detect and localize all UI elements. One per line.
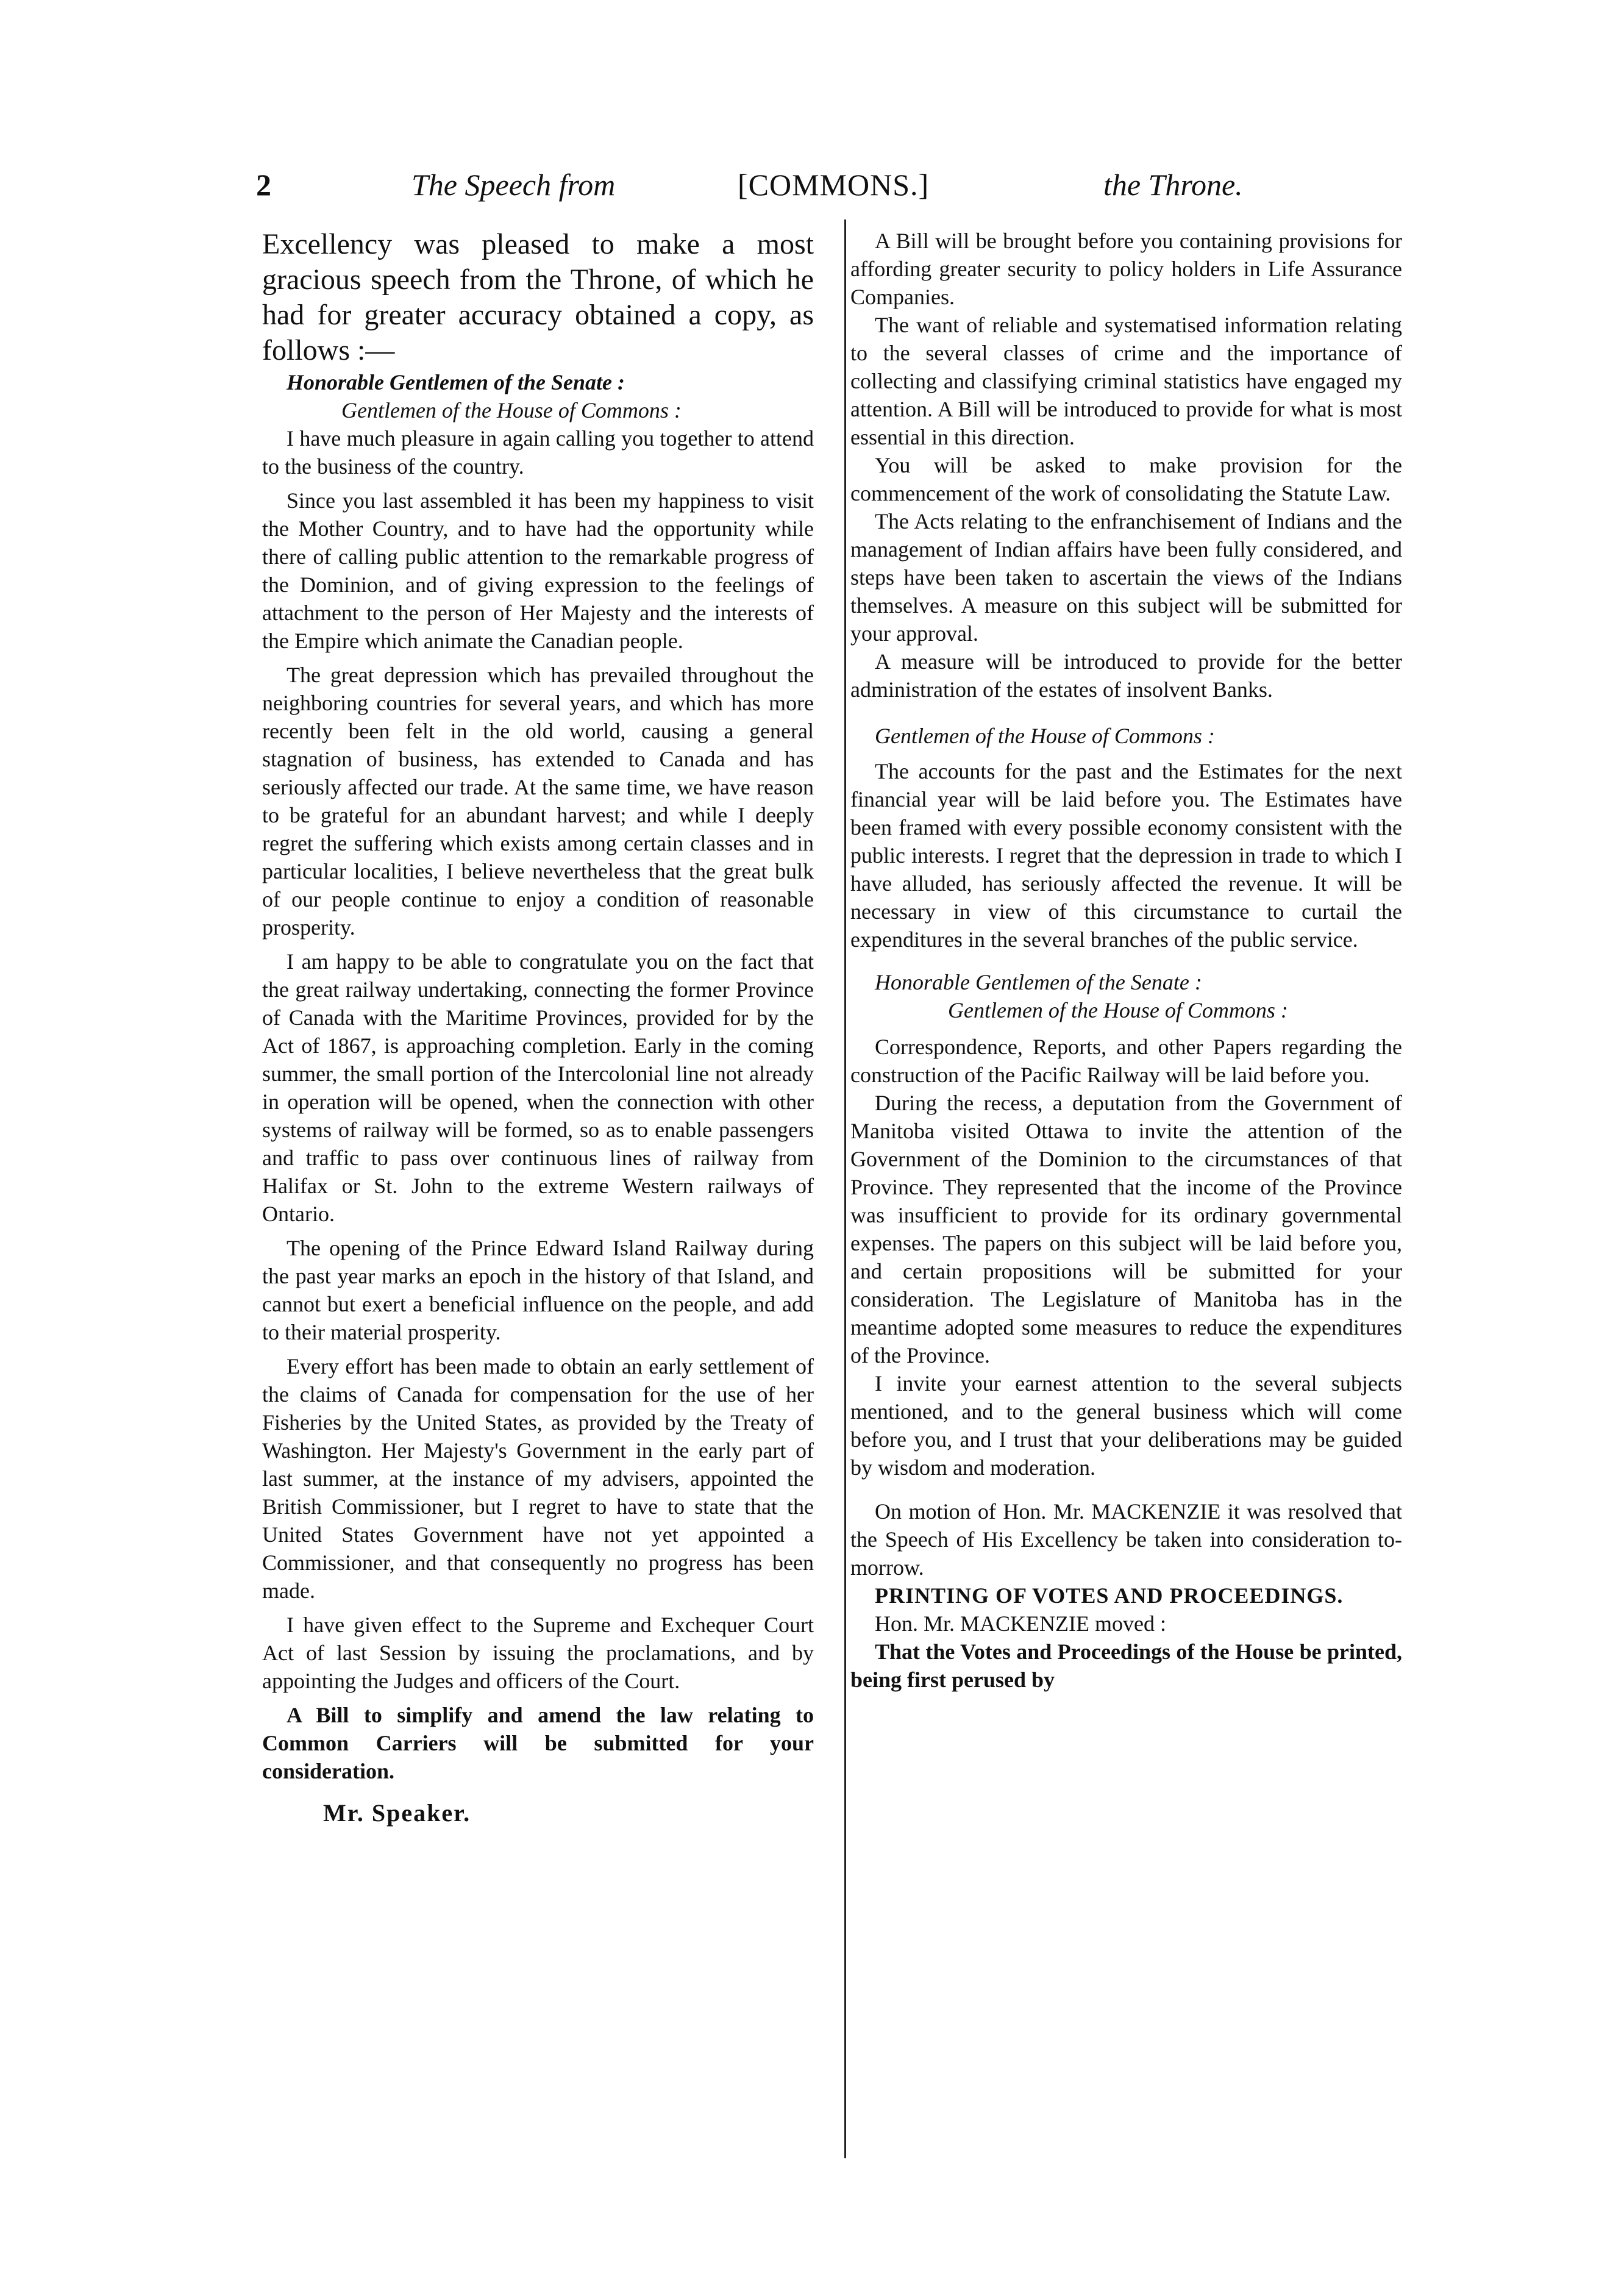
speech-paragraph: The Acts relating to the enfranchisement of Indians and the management of Indian affairs have been fully considered, and steps have been taken to ascertain the views of the Indians themselves. A measure on this subject will be submitted for your approval. <box>850 509 1402 646</box>
speech-paragraph: A Bill will be brought before you containing provisions for affording greater security to policy holders in Life Assurance Companies. <box>850 229 1402 309</box>
speech-paragraph: The opening of the Prince Edward Island Railway during the past year marks an epoch in the history of that Island, and cannot but exert a beneficial influence on the people, and add to their material prosperity. <box>262 1236 814 1344</box>
speech-paragraph: Since you last assembled it has been my happiness to visit the Mother Country, and to have had the opportunity while there of calling public attention to the remarkable progress of the Dominion, and of giving expression to the feelings of attachment to the person of Her Majesty and the interests of the Empire which animate the Canadian people. <box>262 488 814 653</box>
speech-paragraph: A Bill to simplify and amend the law relating to Common Carriers will be submitted for your consideration. <box>262 1703 814 1783</box>
catchword: Mr. Speaker. <box>323 1799 471 1827</box>
speech-paragraph: Every effort has been made to obtain an early settlement of the claims of Canada for compensation for the use of her Fisheries by the United States, as provided by the Treaty of Washington. Her Majesty's Government in the early part of last summer, at the instance of my advisers, appointed the British Commissioner, but I regret to have to state that the United States Government have not yet appointed a Commissioner, and that consequently no progress has been made. <box>262 1354 814 1603</box>
resolution-paragraph: That the Votes and Proceedings of the House be printed, being first perused by <box>850 1639 1402 1692</box>
speech-paragraph: During the recess, a deputation from the Government of Manitoba visited Ottawa to invite the attention of the Government of the Dominion to the circumstances of that Province. They represented that the income of the Province was insufficient to provide for its ordinary governmental expenses. The papers on this subject will be laid before you, and certain propositions will be submitted for your consideration. The Legislature of Manitoba has in the meantime adopted some measures to reduce the expenditures of the Province. <box>850 1091 1402 1368</box>
speech-paragraph: A measure will be introduced to provide for the better administration of the estates of insolvent Banks. <box>850 649 1402 702</box>
speech-paragraph: The want of reliable and systematised information relating to the several classes of crime and the importance of collecting and classifying criminal statistics have engaged my attention. A Bill will be introduced to provide for what is most essential in this direction. <box>850 313 1402 449</box>
motion-paragraph: On motion of Hon. Mr. MACKENZIE it was resolved that the Speech of His Excellency be taken into consideration to-morrow. <box>850 1499 1402 1580</box>
column-divider <box>844 219 846 2158</box>
speech-paragraph: The accounts for the past and the Estimates for the next financial year will be laid before you. The Estimates have been framed with every possible economy consistent with the public interests. I regret that the depression in trade to which I have alluded, has seriously affected the revenue. It will be necessary in view of this circumstance to curtail the expenditures in the several branches of the public service. <box>850 759 1402 952</box>
salutation-senate: Honorable Gentlemen of the Senate : <box>875 970 1202 994</box>
moved-line: Hon. Mr. MACKENZIE moved : <box>875 1611 1166 1636</box>
running-head-left: The Speech from <box>411 168 616 202</box>
right-column <box>850 227 1402 1694</box>
running-head-center: [COMMONS.] <box>738 168 930 202</box>
speech-paragraph: I am happy to be able to congratulate you on the fact that the great railway undertaking, connecting the former Province of Canada with the Maritime Provinces, provided for by the Act of 1867, is approaching completion. Early in the coming summer, the small portion of the Intercolonial line not already in operation will be opened, when the connection with other systems of railway will be formed, so as to enable passengers and traffic to pass over continuous lines of railway from Halifax or St. John to the extreme Western railways of Ontario. <box>262 949 814 1226</box>
salutation-commons: Gentlemen of the House of Commons : <box>875 724 1215 748</box>
running-head <box>256 163 1292 206</box>
salutation-senate: Honorable Gentlemen of the Senate : <box>287 370 625 394</box>
page-number: 2 <box>256 168 271 202</box>
speech-paragraph: You will be asked to make provision for the commencement of the work of consolidating the Statute Law. <box>850 453 1402 505</box>
speech-paragraph: I invite your earnest attention to the several subjects mentioned, and to the general business which will come before you, and I trust that your deliberations may be guided by wisdom and moderation. <box>850 1371 1402 1480</box>
salutation-commons: Gentlemen of the House of Commons : <box>948 998 1288 1022</box>
speech-paragraph: I have much pleasure in again calling you together to attend to the business of the country. <box>262 426 814 479</box>
section-heading: PRINTING OF VOTES AND PROCEEDINGS. <box>875 1583 1344 1608</box>
speech-paragraph: Correspondence, Reports, and other Papers regarding the construction of the Pacific Railway will be laid before you. <box>850 1035 1402 1087</box>
left-column <box>262 227 814 1827</box>
salutation-commons: Gentlemen of the House of Commons : <box>341 398 682 423</box>
running-head-right: the Throne. <box>1103 168 1243 202</box>
speech-paragraph: The great depression which has prevailed throughout the neighboring countries for several years, and which has more recently been felt in the old world, causing a general stagnation of business, has extended to Canada and has seriously affected our trade. At the same time, we have reason to be grateful for an abundant harvest; and while I deeply regret the suffering which exists among certain classes and in particular localities, I believe nevertheless that the great bulk of our people continue to enjoy a condition of reasonable prosperity. <box>262 663 814 940</box>
speech-paragraph: I have given effect to the Supreme and Exchequer Court Act of last Session by issuing the proclamations, and by appointing the Judges and officers of the Court. <box>262 1613 814 1693</box>
intro-paragraph: Excellency was pleased to make a most gracious speech from the Throne, of which he had for greater accuracy obtained a copy, as follows :— <box>262 228 814 366</box>
